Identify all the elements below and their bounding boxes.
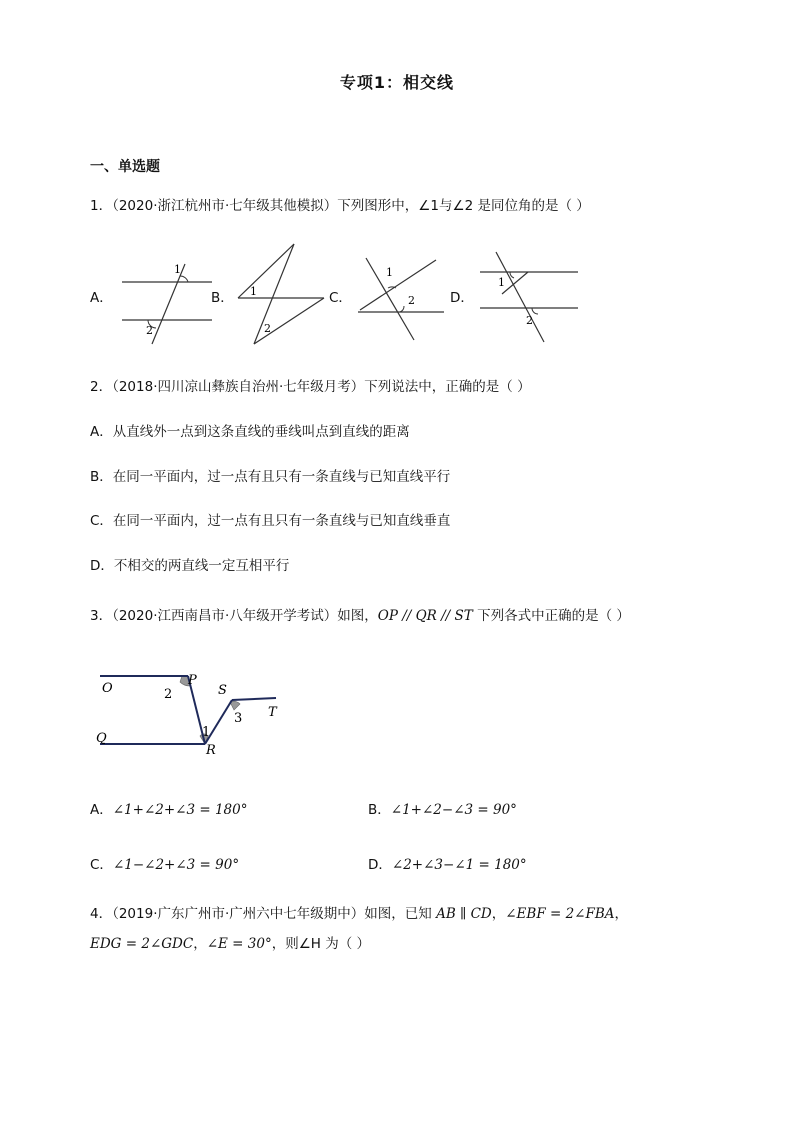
q2-option-d: D．不相交的两直线一定互相平行 [90, 558, 290, 574]
q4-line2-mid: ， [193, 936, 207, 952]
q4-line1-sep: ， [491, 906, 506, 922]
q3-label-s: S [218, 683, 227, 698]
q1-option-c-label: C． [329, 290, 352, 306]
q1-figure-b [232, 240, 328, 348]
q1b-angle-1-label: 1 [250, 285, 257, 298]
q4-stem-line1 [90, 904, 628, 924]
q4-stem-line2 [90, 934, 370, 954]
q1a-angle-2-label: 2 [146, 324, 153, 337]
q3-label-q: Q [96, 731, 107, 746]
q3-label-t: T [268, 705, 277, 720]
q1-figure-c [352, 254, 448, 344]
q3-option-a-expr: ∠1+∠2+∠3 = 180° [112, 802, 248, 818]
q3-stem-suffix: 下列各式中正确的是（ ） [472, 608, 630, 624]
q2-option-b: B．在同一平面内，过一点有且只有一条直线与已知直线平行 [90, 469, 451, 485]
q3-option-b [368, 800, 517, 820]
q2-option-a: A．从直线外一点到这条直线的垂线叫点到直线的距离 [90, 424, 410, 440]
q3-stem-math: OP // QR // ST [377, 608, 473, 624]
q3-option-d-label: D． [368, 857, 392, 873]
q4-line2-suffix: ，则∠H 为（ ） [271, 936, 371, 952]
q3-label-angle-1: 1 [202, 725, 211, 740]
q4-line1-end: ， [614, 906, 629, 922]
q1-option-b-label: B． [211, 290, 234, 306]
q3-option-b-expr: ∠1+∠2−∠3 = 90° [390, 802, 517, 818]
q3-label-angle-3: 3 [234, 711, 243, 726]
q1-option-a-label: A． [90, 290, 113, 306]
q3-option-d-expr: ∠2+∠3−∠1 = 180° [391, 857, 527, 873]
q3-option-a-label: A． [90, 802, 113, 818]
q4-line1-prefix: 4．（2019·广东广州市·广州六中七年级期中）如图，已知 [90, 906, 437, 922]
page-title: 专项1：相交线 [339, 73, 455, 92]
q4-line2-math2: ∠E = 30° [206, 936, 272, 952]
q4-line2-math1: EDG = 2∠GDC [90, 936, 194, 952]
q3-option-a [90, 800, 248, 820]
q3-label-angle-2: 2 [164, 687, 173, 702]
q3-option-b-label: B． [368, 802, 391, 818]
q4-line1-math2: ∠EBF = 2∠FBA [505, 906, 615, 922]
q1c-angle-2-label: 2 [408, 294, 415, 307]
q3-option-d [368, 855, 527, 875]
q1-stem: 1．（2020·浙江杭州市·七年级其他模拟）下列图形中，∠1与∠2 是同位角的是（ ） [90, 198, 590, 214]
q1c-angle-1-label: 1 [386, 266, 393, 279]
q3-label-p: P [188, 673, 197, 688]
q1-figure-a [118, 262, 214, 346]
q3-figure [92, 660, 292, 760]
q1d-angle-1-label: 1 [498, 276, 505, 289]
q1a-angle-1-label: 1 [174, 263, 181, 276]
q1b-angle-2-label: 2 [264, 322, 271, 335]
q3-option-c-expr: ∠1−∠2+∠3 = 90° [112, 857, 240, 873]
q3-stem-prefix: 3．（2020·江西南昌市·八年级开学考试）如图， [90, 608, 378, 624]
q1-option-d-label: D． [450, 290, 474, 306]
q3-option-c-label: C． [90, 857, 113, 873]
q4-line1-math1: AB ∥ CD [436, 906, 492, 922]
q3-option-c [90, 855, 239, 875]
q1d-angle-2-label: 2 [526, 314, 533, 327]
q2-option-c: C．在同一平面内，过一点有且只有一条直线与已知直线垂直 [90, 513, 451, 529]
q1-figure-d [478, 246, 582, 346]
q3-label-r: R [206, 743, 216, 758]
q3-label-o: O [102, 681, 113, 696]
q3-stem [90, 606, 630, 626]
q2-stem: 2．（2018·四川凉山彝族自治州·七年级月考）下列说法中，正确的是（ ） [90, 379, 531, 395]
section-heading: 一、单选题 [90, 159, 160, 175]
